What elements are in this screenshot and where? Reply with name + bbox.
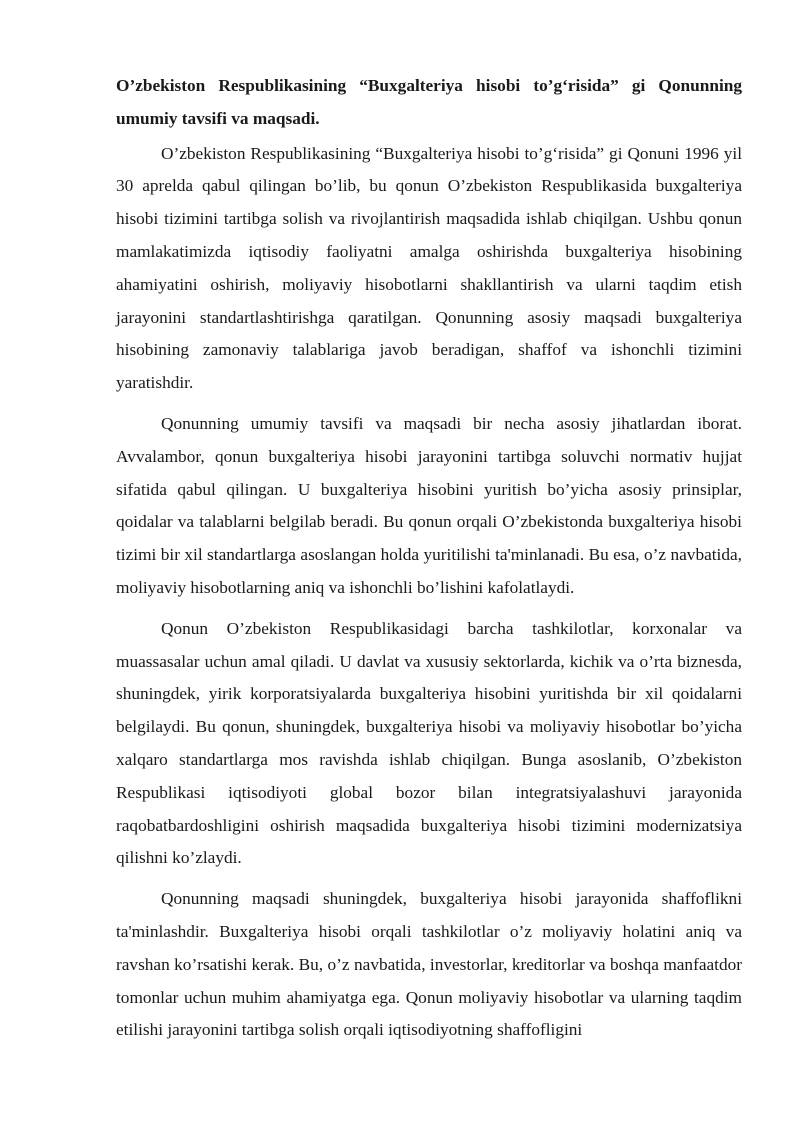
paragraph-2: Qonunning umumiy tavsifi va maqsadi bir necha asosiy jihatlardan iborat. Avvalambor, qonun buxgalteriya hisobi jarayonini tartibga soluvchi normativ hujjat sifatida qabul qilingan. U buxgalteriya hisobini yuritish bo’yicha asosiy prinsiplar, qoidalar va talablarni belgilab beradi. Bu qonun orqali O’zbekistonda buxgalteriya hisobi tizimi bir xil standartlarga asoslangan holda yuritilishi ta'minlanadi. Bu esa, o’z navbatida, moliyaviy hisobotlarning aniq va ishonchli bo’lishini kafolatlaydi. bbox=[116, 413, 742, 597]
paragraph-3: Qonun O’zbekiston Respublikasidagi barcha tashkilotlar, korxonalar va muassasalar uchun amal qiladi. U davlat va xususiy sektorlarda, kichik va o’rta biznesda, shuningdek, yirik korporatsiyalarda buxgalteriya hisobini yuritishda bir xil qoidalarni belgilaydi. Bu qonun, shuningdek, buxgalteriya hisobi va moliyaviy hisobotlar bo’yicha xalqaro standartlarga mos ravishda ishlab chiqilgan. Bunga asoslanib, O’zbekiston Respublikasi iqtisodiyoti global bozor bilan integratsiyalashuvi jarayonida raqobatbardoshligini oshirish maqsadida buxgalteriya hisobi tizimini modernizatsiya qilishni ko’zlaydi. bbox=[116, 618, 742, 868]
paragraph-1: O’zbekiston Respublikasining “Buxgalteriya hisobi to’g‘risida” gi Qonuni 1996 yil 30 aprelda qabul qilingan bo’lib, bu qonun O’zbekiston Respublikasida buxgalteriya hisobi tizimini tartibga solish va rivojlantirish maqsadida ishlab chiqilgan. Ushbu qonun mamlakatimizda iqtisodiy faoliyatni amalga oshirishda buxgalteriya hisobining ahamiyatini oshirish, moliyaviy hisobotlarni shakllantirish va ularni taqdim etish jarayonini standartlashtirishga qaratilgan. Qonunning asosiy maqsadi buxgalteriya hisobining zamonaviy talablariga javob beradigan, shaffof va ishonchli tizimini yaratishdir. bbox=[116, 143, 742, 393]
paragraph-4: Qonunning maqsadi shuningdek, buxgalteriya hisobi jarayonida shaffoflikni ta'minlashdir. Buxgalteriya hisobi orqali tashkilotlar o’z moliyaviy holatini aniq va ravshan ko’rsatishi kerak. Bu, o’z navbatida, investorlar, kreditorlar va boshqa manfaatdor tomonlar uchun muhim ahamiyatga ega. Qonun moliyaviy hisobotlar va ularning taqdim etilishi jarayonini tartibga solish orqali iqtisodiyotning shaffofligini bbox=[116, 889, 742, 1040]
document-page bbox=[116, 70, 742, 1055]
document-title: O’zbekiston Respublikasining “Buxgalteriya hisobi to’g‘risida” gi Qonunning umumiy tavsifi va maqsadi. bbox=[116, 76, 742, 128]
